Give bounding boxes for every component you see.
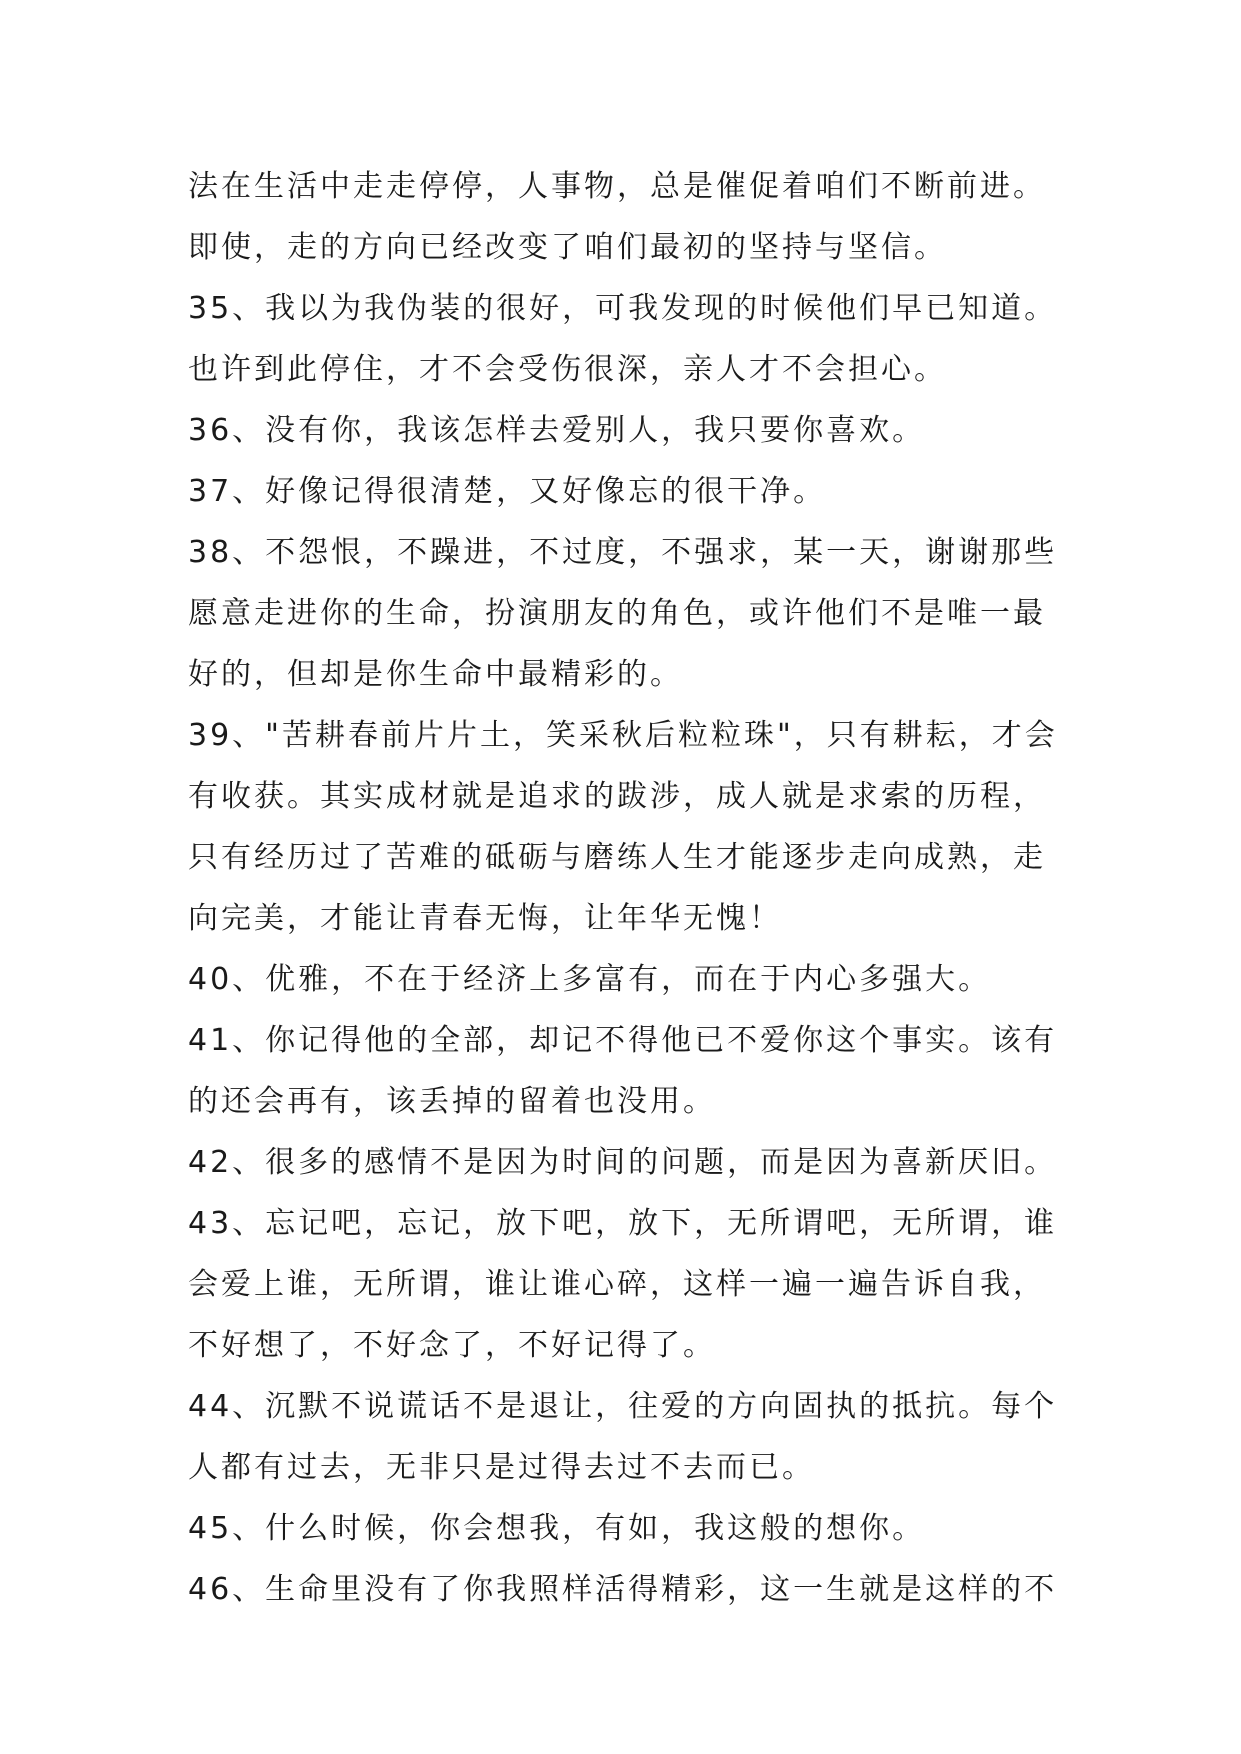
text-line: 37、好像记得很清楚，又好像忘的很干净。 [188,474,827,509]
text-line: 的还会再有，该丢掉的留着也没用。 [188,1084,716,1119]
text-line: 愿意走进你的生命，扮演朋友的角色，或许他们不是唯一最 [188,596,1046,631]
text-line: 42、很多的感情不是因为时间的问题，而是因为喜新厌旧。 [188,1145,1058,1180]
text-line: 好的，但却是你生命中最精彩的。 [188,657,683,692]
text-line: 人都有过去，无非只是过得去过不去而已。 [188,1450,815,1485]
text-line: 即使，走的方向已经改变了咱们最初的坚持与坚信。 [188,230,947,265]
text-line: 38、不怨恨，不躁进，不过度，不强求，某一天，谢谢那些 [188,535,1058,570]
text-line: 46、生命里没有了你我照样活得精彩，这一生就是这样的不 [188,1572,1058,1607]
text-line: 35、我以为我伪装的很好，可我发现的时候他们早已知道。 [188,291,1058,326]
text-line: 不好想了，不好念了，不好记得了。 [188,1328,716,1363]
text-line: 只有经历过了苦难的砥砺与磨练人生才能逐步走向成熟，走 [188,840,1046,875]
text-line: 会爱上谁，无所谓，谁让谁心碎，这样一遍一遍告诉自我， [188,1267,1046,1302]
text-line: 也许到此停住，才不会受伤很深，亲人才不会担心。 [188,352,947,387]
text-line: 36、没有你，我该怎样去爱别人，我只要你喜欢。 [188,413,926,448]
text-line: 40、优雅，不在于经济上多富有，而在于内心多强大。 [188,962,992,997]
text-line: 法在生活中走走停停，人事物，总是催促着咱们不断前进。 [188,169,1046,204]
text-line: 43、忘记吧，忘记，放下吧，放下，无所谓吧，无所谓，谁 [188,1206,1058,1241]
text-body [188,156,1088,1620]
text-line: 41、你记得他的全部，却记不得他已不爱你这个事实。该有 [188,1023,1058,1058]
text-line: 39、"苦耕春前片片土，笑采秋后粒粒珠"，只有耕耘，才会 [188,718,1058,753]
text-line: 向完美，才能让青春无悔，让年华无愧！ [188,901,782,936]
text-line: 45、什么时候，你会想我，有如，我这般的想你。 [188,1511,926,1546]
text-line: 有收获。其实成材就是追求的跋涉，成人就是求索的历程， [188,779,1046,814]
text-line: 44、沉默不说谎话不是退让，往爱的方向固执的抵抗。每个 [188,1389,1058,1424]
